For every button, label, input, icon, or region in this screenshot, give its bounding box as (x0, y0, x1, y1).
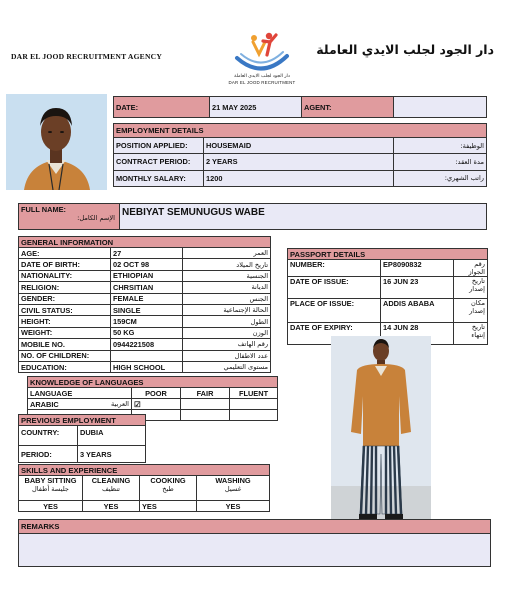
general-row-label: EDUCATION: (19, 361, 111, 372)
employment-row-label: MONTHLY SALARY: (114, 170, 204, 186)
general-row-value: FEMALE (111, 293, 183, 304)
agent-value (394, 97, 487, 118)
skill-value: YES (197, 501, 270, 512)
passport-row-value: EP8090832 (381, 260, 454, 277)
general-row-value: 0944221508 (111, 339, 183, 350)
date-value: 21 MAY 2025 (210, 97, 302, 118)
general-row-arabic: الوزن (183, 327, 271, 338)
general-row-arabic: الديانة (183, 282, 271, 293)
previous-employment-title: PREVIOUS EMPLOYMENT (19, 415, 146, 426)
skill-header (140, 476, 197, 501)
country-label: COUNTRY: (19, 426, 78, 446)
general-row-arabic: الجنسية (183, 270, 271, 281)
skill-name-arabic: جليسة أطفال (32, 485, 69, 493)
skill-name: CLEANING (91, 476, 131, 485)
employment-row-value: HOUSEMAID (204, 138, 394, 154)
passport-row-label: DATE OF EXPIRY: (288, 323, 381, 345)
period-value: 3 YEARS (78, 446, 146, 463)
passport-row-value: ADDIS ABABA (381, 299, 454, 323)
general-row-label: MOBILE NO. (19, 339, 111, 350)
skill-name: WASHING (215, 476, 251, 485)
language-row-name (28, 399, 132, 410)
previous-employment-table (18, 414, 146, 463)
full-name-table (18, 203, 487, 230)
general-row-arabic: رقم الهاتف (183, 339, 271, 350)
passport-row-arabic: تاريخ إصدار (454, 277, 488, 299)
employment-details-table (113, 123, 487, 187)
full-name-label-arabic: الإسم الكامل: (77, 214, 115, 222)
general-row-label: RELIGION: (19, 282, 111, 293)
skill-header (197, 476, 270, 501)
general-row-arabic: تاريخ الميلاد (183, 259, 271, 270)
passport-row-label: NUMBER: (288, 260, 381, 277)
general-row-value: CHRSITIAN (111, 282, 183, 293)
agency-name-arabic: دار الجود لجلب الايدي العاملة (316, 42, 494, 57)
logo-caption-arabic: دار الجود لجلب الايدي العاملة (234, 74, 290, 79)
remarks-table (18, 519, 491, 567)
language-name-arabic: العربية (110, 399, 129, 408)
general-information-title: GENERAL INFORMATION (19, 237, 271, 248)
employment-row-arabic: مدة العقد: (394, 154, 487, 170)
country-value: DUBIA (78, 426, 146, 446)
skills-table (18, 464, 270, 512)
headshot-photo (6, 94, 107, 190)
general-row-label: NO. OF CHILDREN: (19, 350, 111, 361)
passport-row-arabic: رقم الجواز (454, 260, 488, 277)
passport-row-value: 14 JUN 28 (381, 323, 454, 345)
employment-row-arabic: الوظيفة: (394, 138, 487, 154)
general-row-value: 02 OCT 98 (111, 259, 183, 270)
employment-row-value: 1200 (204, 170, 394, 186)
general-row-arabic: العمر (183, 248, 271, 259)
languages-header-poor: POOR (132, 388, 181, 399)
skill-name-arabic: غسيل (224, 485, 242, 493)
period-label: PERIOD: (19, 446, 78, 463)
employment-row-value: 2 YEARS (204, 154, 394, 170)
employment-row-label: POSITION APPLIED: (114, 138, 204, 154)
full-body-photo (331, 336, 431, 522)
language-empty-cell (230, 410, 278, 421)
skill-name: BABY SITTING (24, 476, 77, 485)
skills-title: SKILLS AND EXPERIENCE (19, 465, 270, 476)
passport-row-arabic: مكان إصدار (454, 299, 488, 323)
general-row-arabic: عدد الاطفال (183, 350, 271, 361)
general-row-value: 50 KG (111, 327, 183, 338)
general-row-arabic: مستوى التعليمي (183, 361, 271, 372)
skill-value: YES (140, 501, 197, 512)
skill-name-arabic: تنظيف (101, 485, 121, 493)
skill-value: YES (83, 501, 140, 512)
employment-row-label: CONTRACT PERIOD: (114, 154, 204, 170)
remarks-value (19, 534, 491, 567)
skill-header (83, 476, 140, 501)
general-row-label: NATIONALITY: (19, 270, 111, 281)
general-row-label: HEIGHT: (19, 316, 111, 327)
date-agent-table (113, 96, 487, 118)
language-fair-cell (181, 399, 230, 410)
passport-details-title: PASSPORT DETAILS (288, 249, 488, 260)
full-name-value: NEBIYAT SEMUNUGUS WABE (120, 204, 487, 230)
skill-value: YES (19, 501, 83, 512)
languages-header-language: LANGUAGE (28, 388, 132, 399)
passport-row-arabic: تاريخ إنتهاء (454, 323, 488, 345)
general-information-table (18, 236, 271, 373)
general-row-value: HIGH SCHOOL (111, 361, 183, 372)
logo-caption-english: DAR EL JOOD RECRUITMENT (228, 80, 296, 85)
skill-header (19, 476, 83, 501)
passport-row-label: DATE OF ISSUE: (288, 277, 381, 299)
general-row-value: 159CM (111, 316, 183, 327)
languages-header-fluent: FLUENT (230, 388, 278, 399)
general-row-value: SINGLE (111, 304, 183, 315)
general-row-arabic: الجنس (183, 293, 271, 304)
passport-row-value: 16 JUN 23 (381, 277, 454, 299)
languages-header-fair: FAIR (181, 388, 230, 399)
employment-row-arabic: راتب الشهري: (394, 170, 487, 186)
general-row-label: WEIGHT: (19, 327, 111, 338)
general-row-label: AGE: (19, 248, 111, 259)
skill-name: COOKING (150, 476, 186, 485)
remarks-title: REMARKS (19, 520, 491, 534)
skill-name-arabic: طبخ (162, 485, 174, 493)
language-empty-cell (181, 410, 230, 421)
passport-row-label: PLACE OF ISSUE: (288, 299, 381, 323)
general-row-value: ETHIOPIAN (111, 270, 183, 281)
language-fluent-cell (230, 399, 278, 410)
general-row-label: DATE OF BIRTH: (19, 259, 111, 270)
language-name: ARABIC (30, 399, 59, 409)
general-row-label: CIVIL STATUS: (19, 304, 111, 315)
employment-details-title: EMPLOYMENT DETAILS (114, 124, 487, 138)
agent-label: AGENT: (302, 97, 394, 118)
full-name-label: FULL NAME: (21, 205, 67, 214)
passport-details-table (287, 248, 488, 345)
language-poor-checkbox: ☑ (132, 399, 181, 410)
general-row-value: 27 (111, 248, 183, 259)
general-row-label: GENDER: (19, 293, 111, 304)
date-label: DATE: (114, 97, 210, 118)
languages-title: KNOWLEDGE OF LANGUAGES (28, 377, 278, 388)
full-name-label-cell (19, 204, 120, 230)
general-row-arabic: الطول (183, 316, 271, 327)
agency-name-english: DAR EL JOOD RECRUITMENT AGENCY (11, 52, 163, 61)
general-row-arabic: الحالة الإجتماعية (183, 304, 271, 315)
general-row-value (111, 350, 183, 361)
